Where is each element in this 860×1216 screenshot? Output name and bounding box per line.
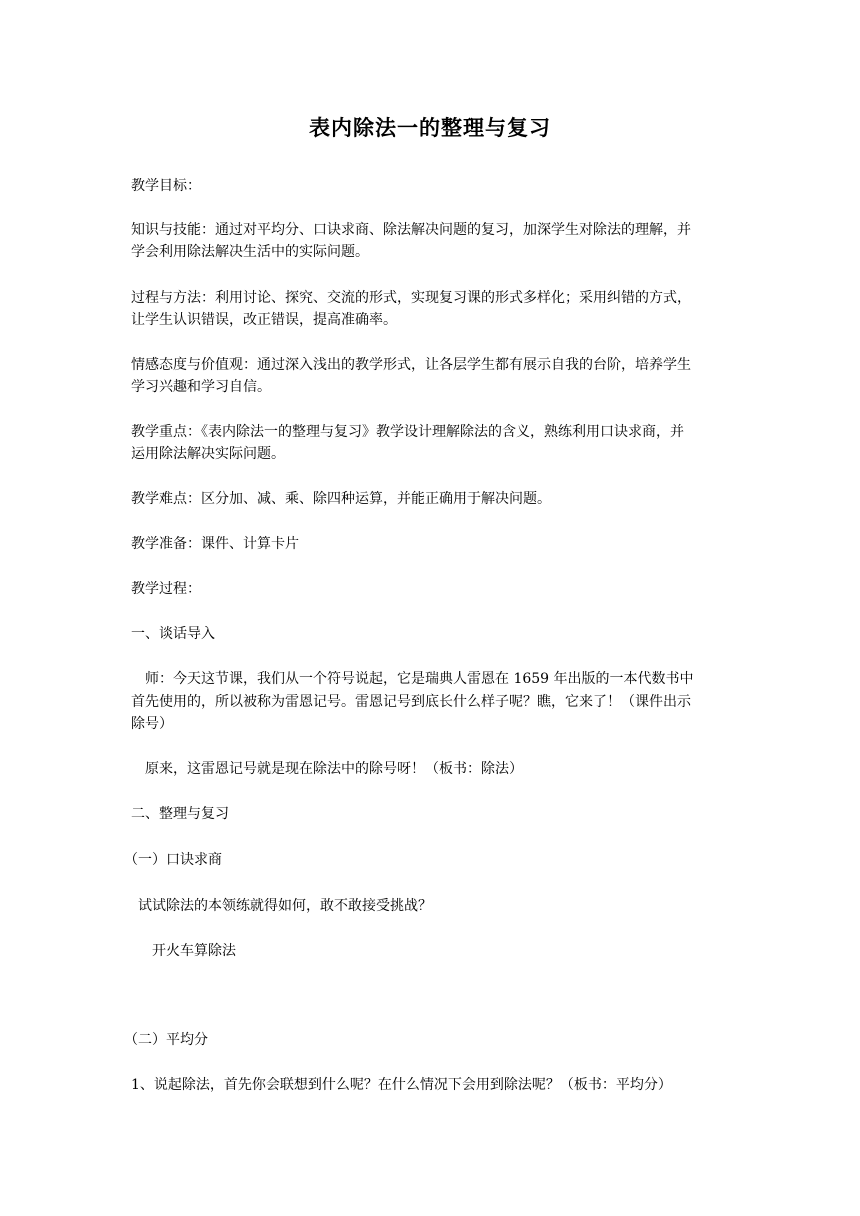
paragraph-line: 试试除法的本领练就得如何，敢不敢接受挑战？ — [138, 898, 432, 914]
paragraph-line: 让学生认识错误，改正错误，提高准确率。 — [131, 312, 397, 328]
subsection-heading: （二）平均分 — [124, 1032, 208, 1048]
paragraph-line: 1、说起除法，首先你会联想到什么呢？在什么情况下会用到除法呢？（板书：平均分） — [131, 1077, 672, 1093]
document-title: 表内除法一的整理与复习 — [309, 116, 551, 140]
paragraph-line: 开火车算除法 — [152, 943, 236, 959]
paragraph-line: 教学准备：课件、计算卡片 — [131, 536, 299, 552]
paragraph-line: 师：今天这节课，我们从一个符号说起，它是瑞典人雷恩在 1659 年出版的一本代数书中 — [145, 671, 694, 687]
paragraph-line: 除号） — [131, 716, 173, 732]
section-heading: 一、谈话导入 — [131, 626, 215, 642]
section-heading-goals: 教学目标： — [131, 178, 201, 194]
section-heading-process: 教学过程： — [131, 581, 201, 597]
paragraph-line: 学习兴趣和学习自信。 — [131, 379, 271, 395]
paragraph-line: 情感态度与价值观：通过深入浅出的教学形式，让各层学生都有展示自我的台阶，培养学生 — [131, 357, 691, 373]
paragraph-line: 原来，这雷恩记号就是现在除法中的除号呀！（板书：除法） — [145, 761, 523, 777]
paragraph-line: 教学难点：区分加、减、乘、除四种运算，并能正确用于解决问题。 — [131, 491, 551, 507]
paragraph-line: 首先使用的，所以被称为雷恩记号。雷恩记号到底长什么样子呢？瞧，它来了！（课件出示 — [131, 694, 691, 710]
paragraph-line: 运用除法解决实际问题。 — [131, 446, 285, 462]
subsection-heading: （一）口诀求商 — [124, 852, 222, 868]
section-heading: 二、整理与复习 — [131, 806, 229, 822]
paragraph-line: 知识与技能：通过对平均分、口诀求商、除法解决问题的复习，加深学生对除法的理解，并 — [131, 222, 691, 238]
paragraph-line: 过程与方法：利用讨论、探究、交流的形式，实现复习课的形式多样化；采用纠错的方式， — [131, 290, 691, 306]
paragraph-line: 学会利用除法解决生活中的实际问题。 — [131, 244, 369, 260]
paragraph-line: 教学重点：《表内除法一的整理与复习》教学设计理解除法的含义，熟练利用口诀求商，并 — [131, 424, 684, 440]
